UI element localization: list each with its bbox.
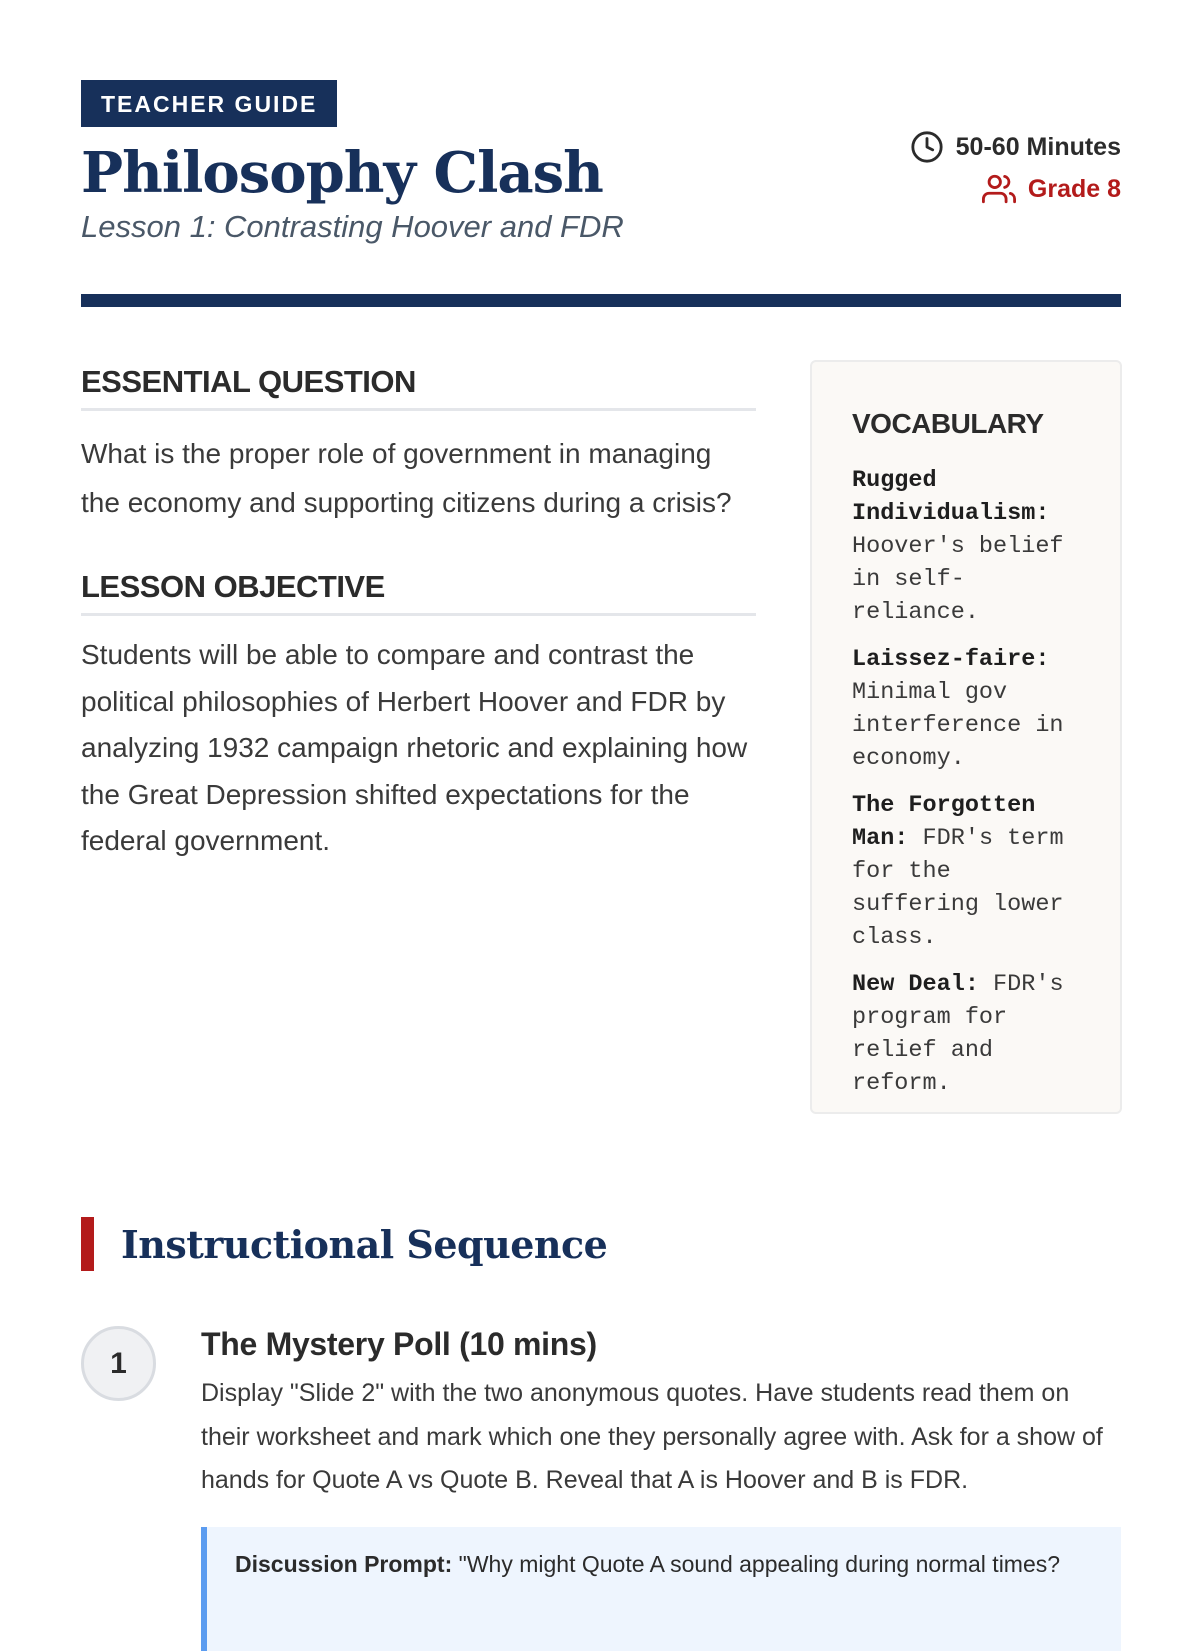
duration-label: 50-60 Minutes: [955, 132, 1121, 161]
vocabulary-definition: Hoover's belief in self-reliance.: [852, 533, 1064, 626]
clock-icon: [910, 130, 944, 164]
vocabulary-term: Laissez-faire:: [852, 646, 1050, 673]
step-title: The Mystery Poll (10 mins): [201, 1326, 597, 1362]
lesson-meta: [910, 126, 1121, 210]
lesson-objective-text: Students will be able to compare and contrast the political philosophies of Herbert Hoover and FDR by analyzing 1932 campaign rhetoric and explaining how the Great Depression shifted expectations for the federal government.: [81, 639, 748, 856]
instructional-sequence: [81, 1217, 1121, 1577]
lesson-objective-heading: LESSON OBJECTIVE: [81, 567, 756, 616]
vocabulary-list: [852, 464, 1080, 1100]
sequence-accent-bar: [81, 1217, 94, 1271]
teacher-guide-page: [81, 80, 1121, 1577]
vocabulary-box: [810, 360, 1122, 1114]
vocabulary-term: Rugged Individualism:: [852, 467, 1050, 527]
step-text: Display "Slide 2" with the two anonymous quotes. Have students read them on their worksheet and mark which one they personally agree with. Ask for a show of hands for Quote A vs Quote B. Reveal that A is Hoover and B is FDR.: [201, 1379, 1103, 1494]
essential-question-text: What is the proper role of government in managing the economy and supporting citizens during a crisis?: [81, 438, 732, 518]
vocabulary-definition: Minimal gov interference in economy.: [852, 679, 1064, 772]
teacher-guide-badge: TEACHER GUIDE: [81, 80, 337, 127]
vocabulary-definition: FDR's term for the suffering lower class.: [852, 825, 1064, 951]
sequence-header: [81, 1217, 1121, 1271]
duration-info: [910, 126, 1121, 168]
page-title: Philosophy Clash: [81, 140, 603, 206]
grade-info: [910, 168, 1121, 210]
step-body: [201, 1324, 1121, 1651]
vocabulary-heading: VOCABULARY: [852, 408, 1044, 439]
vocabulary-term: New Deal:: [852, 971, 979, 998]
step-number-badge: 1: [81, 1326, 156, 1401]
discussion-prompt: [201, 1527, 1121, 1651]
lesson-overview: [81, 362, 756, 865]
users-icon: [982, 172, 1016, 206]
vocabulary-item: [852, 464, 1080, 629]
vocabulary-item: [852, 643, 1080, 775]
vocabulary-item: [852, 968, 1080, 1100]
grade-label: Grade 8: [1027, 174, 1121, 203]
discussion-prompt-text: "Why might Quote A sound appealing during normal times?: [452, 1550, 1061, 1577]
discussion-prompt-label: Discussion Prompt:: [235, 1550, 453, 1577]
vocabulary-item: [852, 789, 1080, 954]
vocabulary-term: The Forgotten Man:: [852, 792, 1036, 852]
header-divider: [81, 294, 1121, 307]
vocabulary-definition: FDR's program for relief and reform.: [852, 971, 1064, 1097]
sequence-heading: Instructional Sequence: [121, 1221, 608, 1267]
page-subtitle: Lesson 1: Contrasting Hoover and FDR: [81, 209, 624, 244]
essential-question-heading: ESSENTIAL QUESTION: [81, 362, 756, 411]
lesson-objective-section: [81, 567, 756, 865]
